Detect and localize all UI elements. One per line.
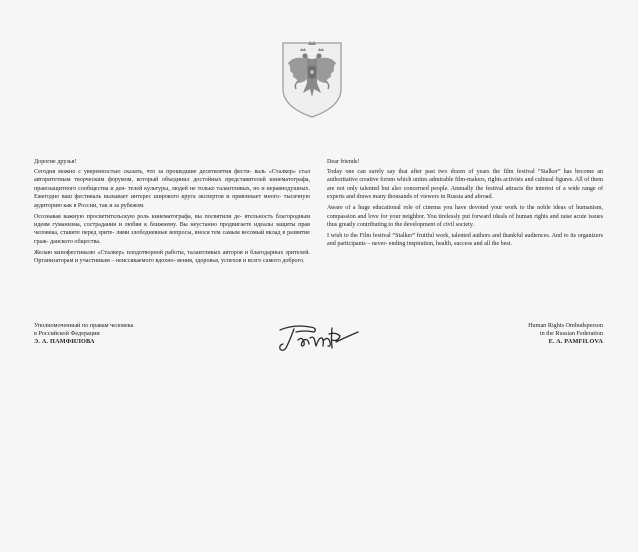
english-paragraph-2: Aware of a huge educational role of cinema you have devoted your work to the noble ideas of humanism, compassion and love for your neighbor. You tirelessly put forward ideals of human rights and raise acute issues thus greatly contributing to the development of civil society. [327, 205, 603, 228]
signature-block-russian [34, 322, 234, 347]
signature-block-english [412, 322, 603, 347]
signer-org-ru: в Российской Федерации [34, 330, 100, 338]
signer-title-ru: Уполномоченный по правам человека [34, 322, 134, 329]
english-greeting: Dear friends! [327, 159, 360, 165]
russian-paragraph-3: Желаю кинофестивалю «Сталкер» плодотворной работы, талантливых авторов и благодарных зрителей. Организаторам и участникам – неиссякаемого вдохно- вения, здоровья, успехов и всего самого доброго. [34, 249, 310, 265]
coat-of-arms-emblem [281, 37, 343, 119]
russian-paragraph-1: Сегодня можно с уверенностью сказать, что за прошедшие десятилетия фести- валь «Сталкер» стал авторитетным творческим форумом, который объединил достойных представителей кинематографа, правозащитного сообщества и дея- телей культуры, людей не только талантливых, но и неравнодушных. Ежегодно ваш фестиваль вызывает интерес широкого круга экспертов и привлекает много- тысячную аудиторию как в России, так и за рубежом. [34, 168, 310, 209]
russian-paragraph-2: Осознавая важную просветительскую роль кинематографа, вы посвятили де- ятельность благородным идеям гуманизма, сострадания и любви к ближнему. Вы неустанно продвигаете идеалы защиты прав человека, ставите перед зрите- лями злободневные вопросы, внося тем самым весомый вклад в развитие граж- данского общества. [34, 213, 310, 245]
handwritten-signature [274, 320, 362, 354]
english-text-column [327, 158, 603, 251]
signer-title-en: Human Rights Ombudsperson [528, 322, 603, 329]
english-paragraph-1: Today one can surely say that after past two dozen of years the film festival “Stalker” has become an authoritative creative forum which unites admirable film-makers, rights activists and cultural figures. All of them are not only talented but also concerned people. Annually the festival attracts the interest of a wide range of experts and draws many thousands of viewers in Russia and abroad. [327, 168, 603, 201]
russian-greeting: Дорогие друзья! [34, 159, 77, 165]
signer-org-en: in the Russian Federation [539, 330, 603, 338]
english-paragraph-3: I wish to the Film festival “Stalker” fruitful work, talented authors and thankful audiences. And to its organizers and participants – never- ending inspiration, health, success and all the best. [327, 232, 603, 248]
signer-name-en: E. A. PAMFILOVA [548, 338, 603, 346]
russian-text-column [34, 158, 310, 268]
signer-name-ru: Э. А. ПАМФИЛОВА [34, 338, 95, 346]
